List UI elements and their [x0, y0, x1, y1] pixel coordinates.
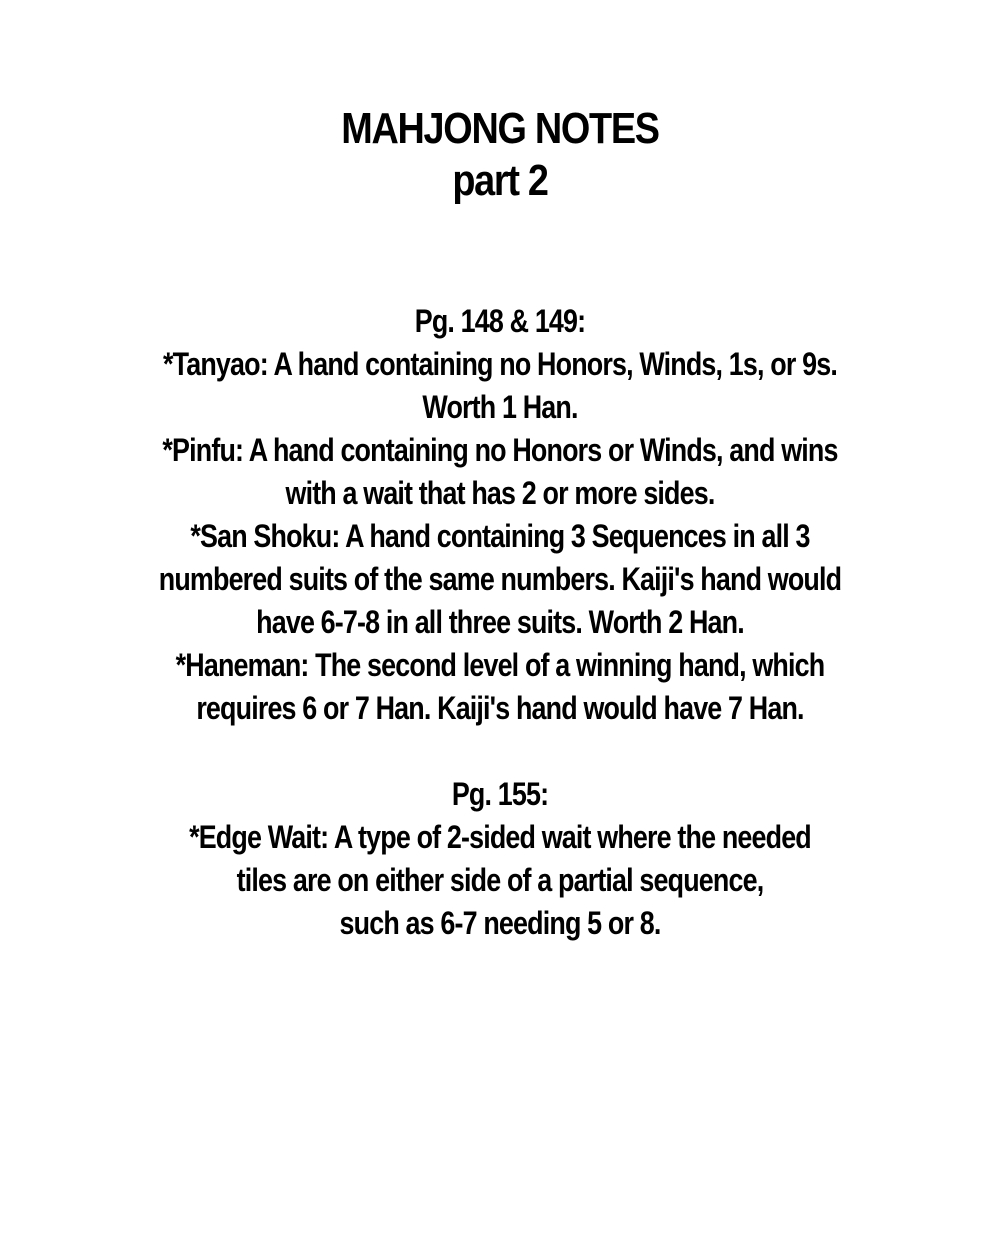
- note-line: *San Shoku: A hand containing 3 Sequences in all 3: [190, 518, 810, 554]
- page-title: [70, 103, 930, 207]
- section-148-149: [0, 300, 1000, 730]
- title-line-1: MAHJONG NOTES: [341, 104, 659, 153]
- note-line: tiles are on either side of a partial sequence,: [236, 862, 764, 898]
- note-line: requires 6 or 7 Han. Kaiji's hand would have 7 Han.: [196, 690, 804, 726]
- note-line: *Pinfu: A hand containing no Honors or Winds, and wins: [162, 432, 838, 468]
- note-line: with a wait that has 2 or more sides.: [285, 475, 715, 511]
- notes-body: [0, 300, 1000, 945]
- note-line: *Edge Wait: A type of 2-sided wait where the needed: [189, 819, 811, 855]
- title-line-2: part 2: [452, 156, 548, 205]
- note-line: Worth 1 Han.: [422, 389, 578, 425]
- section-heading: Pg. 155:: [451, 776, 549, 812]
- note-line: such as 6-7 needing 5 or 8.: [339, 905, 661, 941]
- section-spacer: [0, 730, 1000, 773]
- section-heading: Pg. 148 & 149:: [414, 303, 586, 339]
- note-line: have 6-7-8 in all three suits. Worth 2 Han.: [256, 604, 744, 640]
- section-155: [0, 773, 1000, 945]
- note-line: *Haneman: The second level of a winning hand, which: [175, 647, 825, 683]
- note-line: numbered suits of the same numbers. Kaiji's hand would: [158, 561, 842, 597]
- note-line: *Tanyao: A hand containing no Honors, Winds, 1s, or 9s.: [163, 346, 837, 382]
